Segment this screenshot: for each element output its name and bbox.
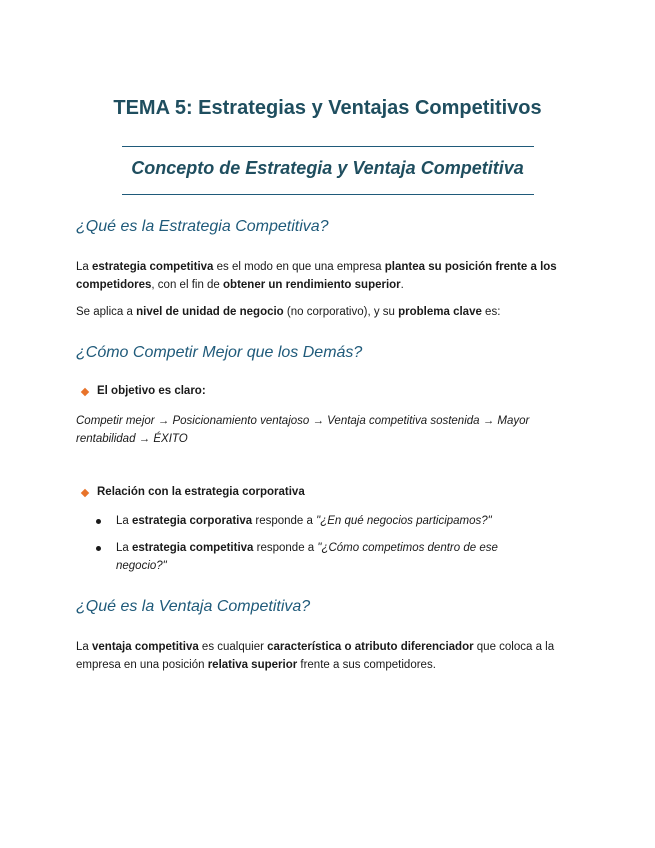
paragraph-estrategia-nivel: Se aplica a nivel de unidad de negocio (no corporativo), y su problema clave es: — [76, 306, 501, 318]
bullet-relacion: Relación con la estrategia corporativa — [97, 486, 305, 498]
diamond-bullet-icon — [81, 489, 89, 497]
list-bullet-icon — [96, 519, 101, 524]
competitive-chain-text: Competir mejor → Posicionamiento ventajoso → Ventaja competitiva sostenida → Mayor rentabilidad → ÉXITO — [76, 415, 530, 445]
page-title: TEMA 5: Estrategias y Ventajas Competitivos — [113, 97, 542, 119]
section-heading-competir: ¿Cómo Competir Mejor que los Demás? — [76, 344, 363, 361]
list-item: La estrategia corporativa responde a "¿En qué negocios participamos?" — [116, 515, 492, 527]
title-divider-bottom — [122, 194, 534, 195]
section-heading-ventaja: ¿Qué es la Ventaja Competitiva? — [76, 598, 311, 615]
diamond-bullet-icon — [81, 388, 89, 396]
paragraph-ventaja-definicion: La ventaja competitiva es cualquier característica o atributo diferenciador que coloca a la empresa en una posición relativa superior frente a sus competidores. — [76, 641, 555, 671]
list-item: La estrategia competitiva responde a "¿Cómo competimos dentro de ese negocio?" — [116, 542, 498, 572]
list-bullet-icon — [96, 546, 101, 551]
paragraph-estrategia-definicion: La estrategia competitiva es el modo en que una empresa plantea su posición frente a los competidores, con el fin de obtener un rendimiento superior. — [76, 261, 557, 291]
title-divider-top — [122, 146, 534, 147]
bullet-objetivo: El objetivo es claro: — [97, 385, 206, 397]
page-subtitle: Concepto de Estrategia y Ventaja Competitiva — [131, 158, 524, 178]
section-heading-estrategia: ¿Qué es la Estrategia Competitiva? — [76, 218, 329, 235]
